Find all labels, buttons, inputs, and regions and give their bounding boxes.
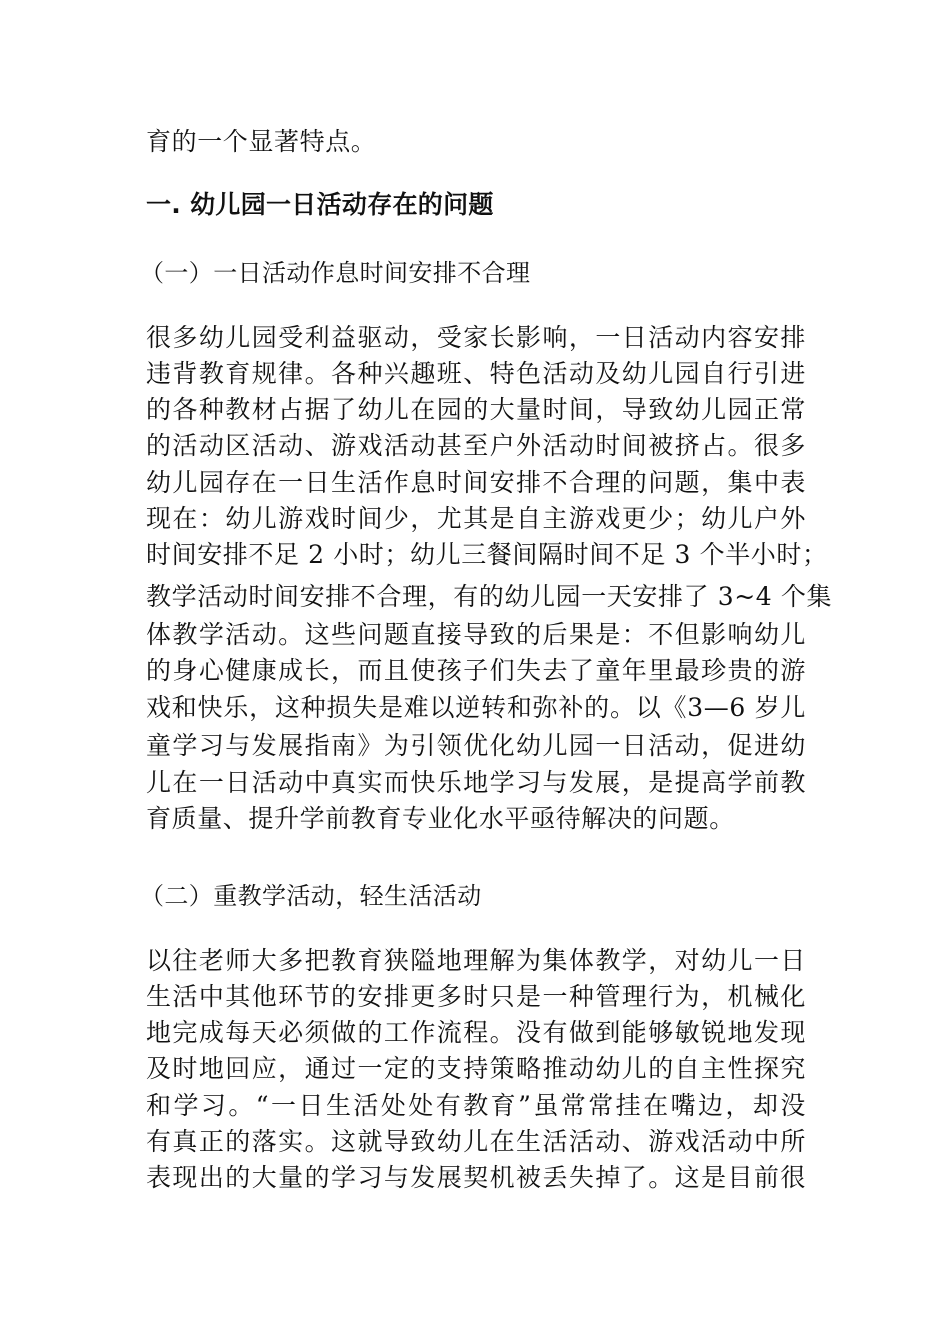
- paragraph-line: 的身心健康成长，而且使孩子们失去了童年里最珍贵的游: [146, 656, 806, 685]
- paragraph-line: 及时地回应，通过一定的支持策略推动幼儿的自主性探究: [146, 1054, 806, 1083]
- paragraph-line: 教学活动时间安排不合理，有的幼儿园一天安排了 3~4 个集: [146, 582, 833, 611]
- paragraph-line: 童学习与发展指南》为引领优化幼儿园一日活动，促进幼: [146, 731, 806, 760]
- paragraph-line: 育质量、提升学前教育专业化水平亟待解决的问题。: [146, 804, 735, 833]
- paragraph-line: 现在：幼儿游戏时间少，尤其是自主游戏更少；幼儿户外: [146, 504, 806, 533]
- paragraph-line: 的活动区活动、游戏活动甚至户外活动时间被挤占。很多: [146, 431, 806, 460]
- paragraph-line: 时间安排不足 2 小时；幼儿三餐间隔时间不足 3 个半小时；: [146, 540, 828, 569]
- paragraph-line: 有真正的落实。这就导致幼儿在生活活动、游戏活动中所: [146, 1127, 806, 1156]
- paragraph-line: 和学习。“一日生活处处有教育”虽常常挂在嘴边，却没: [146, 1091, 806, 1120]
- paragraph-line: 违背教育规律。各种兴趣班、特色活动及幼儿园自行引进: [146, 359, 806, 388]
- intro-tail-text: 育的一个显著特点。: [146, 127, 377, 156]
- paragraph-line: 以往老师大多把教育狭隘地理解为集体教学，对幼儿一日: [146, 946, 806, 975]
- paragraph-line: 体教学活动。这些问题直接导致的后果是：不但影响幼儿: [146, 620, 806, 649]
- paragraph-line: 的各种教材占据了幼儿在园的大量时间，导致幼儿园正常: [146, 395, 806, 424]
- section-heading: 一. 幼儿园一日活动存在的问题: [146, 190, 494, 219]
- paragraph-line: 表现出的大量的学习与发展契机被丢失掉了。这是目前很: [146, 1163, 806, 1192]
- subsection-2-title: （二）重教学活动，轻生活活动: [140, 882, 482, 910]
- paragraph-line: 生活中其他环节的安排更多时只是一种管理行为，机械化: [146, 982, 806, 1011]
- paragraph-line: 幼儿园存在一日生活作息时间安排不合理的问题，集中表: [146, 468, 806, 497]
- subsection-1-title: （一）一日活动作息时间安排不合理: [140, 259, 531, 287]
- paragraph-line: 地完成每天必须做的工作流程。没有做到能够敏锐地发现: [146, 1018, 806, 1047]
- paragraph-line: 很多幼儿园受利益驱动，受家长影响，一日活动内容安排: [146, 323, 806, 352]
- paragraph-line: 戏和快乐，这种损失是难以逆转和弥补的。以《3—6 岁儿: [146, 693, 806, 722]
- paragraph-line: 儿在一日活动中真实而快乐地学习与发展，是提高学前教: [146, 768, 806, 797]
